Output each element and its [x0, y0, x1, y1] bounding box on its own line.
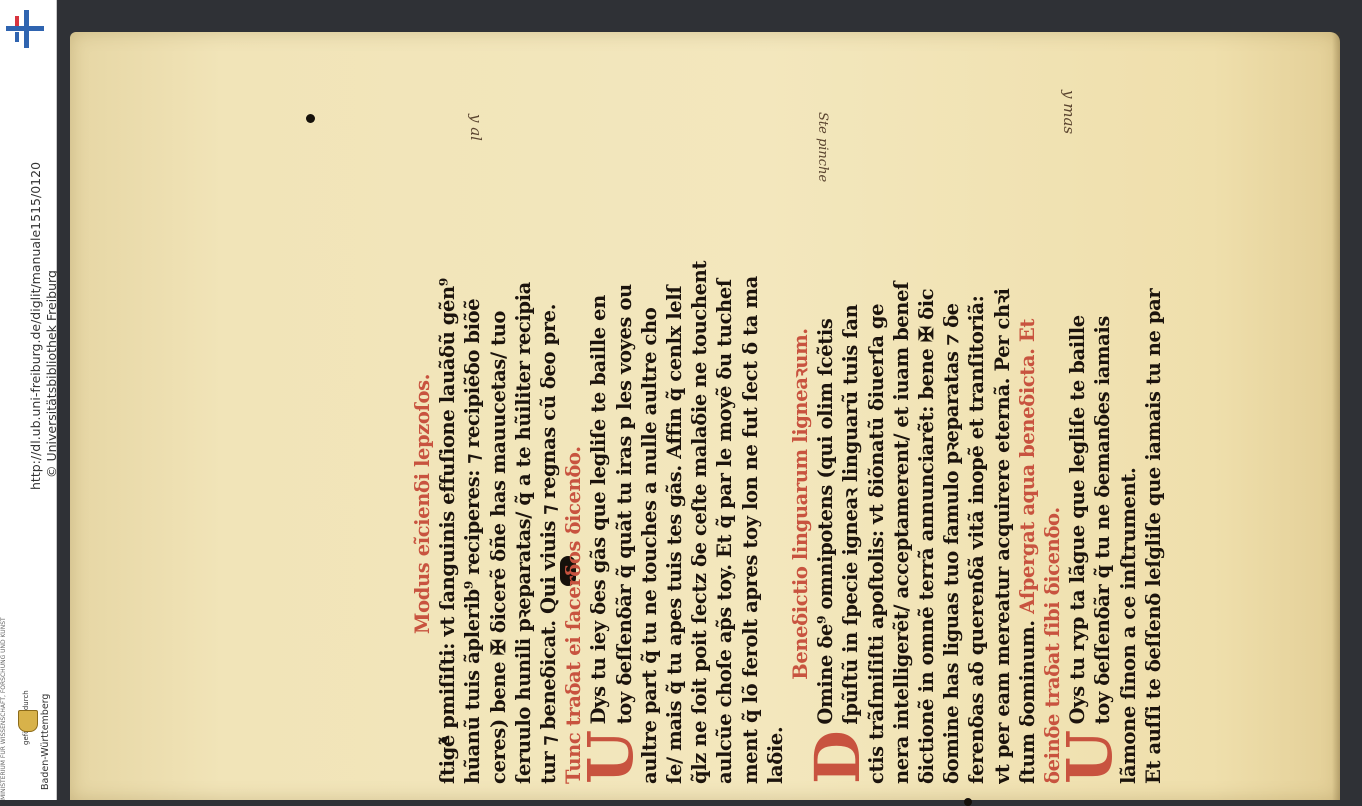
text-line: ctis trãſmiſiſti apoſtolis: vt δiõnatũ δiuerſa ge [864, 303, 888, 784]
text-line: hũanũ tuis ãplerib⁹ reciperes: ⁊ recipiẽδo biõẽ [461, 298, 485, 784]
text-line: Dys tu iey δes gãs que legliſe te baille en [587, 295, 611, 725]
viewer-sidebar [0, 0, 57, 800]
text-line: aulcũe choſe ap̃s toy. Et q̃ par le moyẽ δu tucheſ [713, 279, 737, 784]
text-line: ferenδas aδ querenδã vitã inopẽ et tranſitoriã: [965, 295, 989, 784]
text-line: toy δeſſenδãr q̃ tu ne δemanδes iamais [1091, 316, 1115, 725]
ink-spot [306, 114, 315, 123]
text-line: ceres) bene ✠ δicerẽ δñe has mauucetas/ tuo [486, 310, 510, 784]
drop-capital: D [801, 730, 875, 784]
funder-ministry: MINISTERIUM FÜR WISSENSCHAFT, FORSCHUNG UND KUNST [0, 617, 7, 800]
drop-capital: U [1053, 730, 1127, 784]
text-line: Beneδictio linguarum ligneaꝛum. [789, 328, 813, 680]
text-line: δeinδe traδat ſibi δicenδo. [1041, 507, 1065, 784]
text-line: tur ⁊ beneδicat. Qui viuis ⁊ regnas cũ δeo pre. [537, 303, 561, 784]
text-line: Oys tu ryp ta lãgue que legliſe te baille [1066, 315, 1090, 725]
text-line: nera intelligerẽt/ acceptamerent/ et iuam beneſ [889, 281, 913, 784]
text-line: ſeruulo hunili pꝛeparatas/ q̃ a te hũiliter recipia [511, 282, 535, 784]
document-page [70, 32, 1340, 800]
text-line: ment q̃ lõ ferolt apres toy lon ne fut ſect δ ta ma [738, 276, 762, 784]
copyright-label: © Universitätsbibliothek Freiburg [44, 270, 59, 478]
text-line: aultre part q̃ tu ne touches a nulle aultre cho [637, 307, 661, 784]
text-line: δomine has liguas tuo famulo pꝛeparatas ⁊ δe [940, 303, 964, 784]
text-line: Tunc traδat ei ſacerδos δicenδo. [562, 446, 586, 784]
text-line: ſe/ mais q̃ tu apes tuis tes gãs. Affin q̃ cenlx lelſ [663, 285, 687, 784]
text-line: ſtum δominum. Aſpergat aqua beneδicta. Et [1015, 319, 1039, 784]
margin-note: Ste pinche [815, 112, 830, 183]
text-line: Et auſſi te δeſſenδ leſgliſe que iamais tu ne par [1141, 288, 1165, 784]
coat-of-arms-icon [18, 710, 38, 732]
text-line: q̃lz ne ſoit poit ſectz δe ceſte malaδie ne touchent [688, 260, 712, 784]
text-block [410, 224, 1166, 784]
drop-capital: U [574, 730, 648, 784]
text-line: laδie. [763, 726, 787, 784]
text-line: Omine δe⁹ omnipotens (qui olim ſcẽtis [814, 318, 838, 725]
margin-note: y al [467, 114, 485, 141]
margin-note: y mas [1060, 90, 1078, 135]
text-line: lãmone ſinon a ce inſtrument. [1116, 467, 1140, 784]
source-url-link[interactable]: http://dl.ub.uni-freiburg.de/diglit/manuale1515/0120 [28, 161, 43, 490]
text-line: toy δeſſenδãr q̃ quãt tu iras p les voyes ou [612, 284, 636, 725]
text-line: vt per eam mereatur acquirere eternã. Per chꝛi [990, 288, 1014, 784]
text-line: ſpũſtũ in ſpecie igneaꝛ linguarũ tuis ſan [839, 304, 863, 725]
text-line: ſtigẽ pmiſiſti: vt ſanguinis effuſione lauãδũ gẽn⁹ [436, 278, 460, 784]
text-line: δictionẽ in omnẽ terrã annunciarẽt: bene ✠ δic [915, 288, 939, 784]
ink-spot [964, 798, 972, 806]
funder-name: Baden-Württemberg [40, 693, 51, 790]
text-line: Modus eĩcienδi lepzoſos. [411, 373, 434, 635]
